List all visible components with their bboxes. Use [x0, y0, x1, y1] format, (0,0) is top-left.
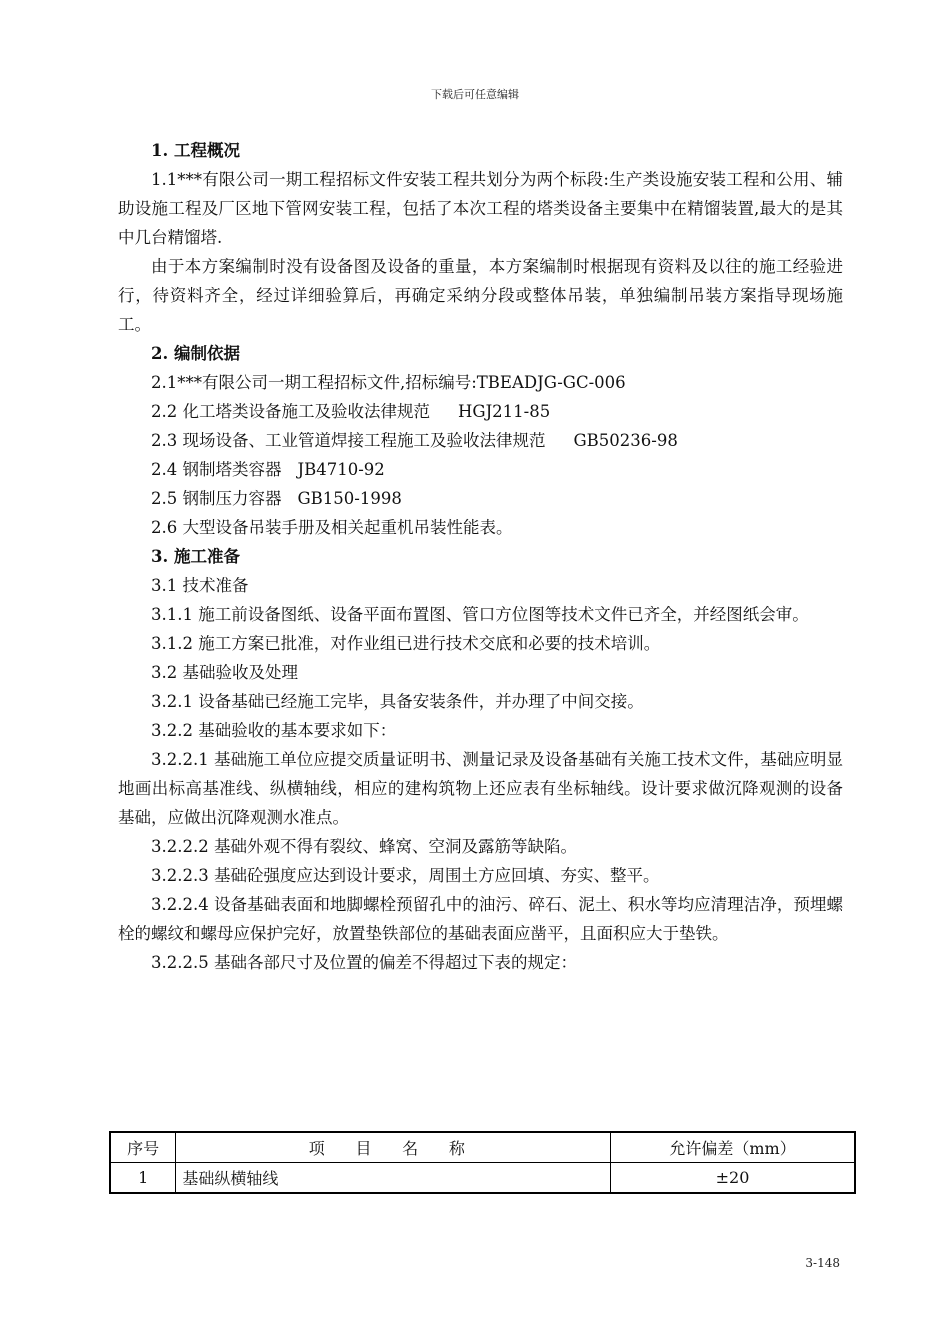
standard-code: HGJ211-85 — [458, 402, 551, 421]
section-3-1-1: 3.1.1 施工前设备图纸、设备平面布置图、管口方位图等技术文件已齐全，并经图纸会审。 — [151, 605, 809, 624]
section-3-2-2-2: 3.2.2.2 基础外观不得有裂纹、蜂窝、空洞及露筋等缺陷。 — [151, 837, 577, 856]
section-3-1: 3.1 技术准备 — [151, 576, 249, 595]
section-3-2-2: 3.2.2 基础验收的基本要求如下： — [151, 721, 397, 740]
cell-allowed-deviation: ±20 — [611, 1163, 855, 1194]
section-2-title: 2. 编制依据 — [151, 344, 240, 363]
table-row — [110, 1163, 855, 1194]
section-2-item-1: 2.1***有限公司一期工程招标文件,招标编号:TBEADJG-GC-006 — [151, 373, 626, 392]
page-number: 3-148 — [805, 1256, 840, 1270]
standard-code: GB50236-98 — [573, 431, 678, 450]
section-2-item-4 — [118, 455, 843, 484]
item-text: 2.5 钢制压力容器 — [151, 489, 282, 508]
header-item-name: 项 目 名 称 — [176, 1132, 611, 1163]
header-allowed-deviation: 允许偏差（mm） — [611, 1132, 855, 1163]
section-3-2-2-1: 3.2.2.1 基础施工单位应提交质量证明书、测量记录及设备基础有关施工技术文件，基础应明显地画出标高基准线、纵横轴线，相应的建构筑物上还应表有坐标轴线。设计要求做沉降观测的设备基础，应做出沉降观测水准点。 — [118, 750, 843, 827]
item-text: 2.3 现场设备、工业管道焊接工程施工及验收法律规范 — [151, 431, 546, 450]
standard-code: GB150-1998 — [297, 489, 402, 508]
item-text: 2.4 钢制塔类容器 — [151, 460, 282, 479]
section-2-item-3 — [118, 426, 843, 455]
section-1-paragraph-1: 1.1***有限公司一期工程招标文件安装工程共划分为两个标段:生产类设施安装工程和公用、辅助设施工程及厂区地下管网安装工程，包括了本次工程的塔类设备主要集中在精馏装置,最大的是其中几台精馏塔. — [118, 170, 843, 247]
section-2-item-2 — [118, 397, 843, 426]
section-3-2-1: 3.2.1 设备基础已经施工完毕，具备安装条件，并办理了中间交接。 — [151, 692, 644, 711]
section-3-2-2-5: 3.2.2.5 基础各部尺寸及位置的偏差不得超过下表的规定： — [151, 953, 577, 972]
deviation-table — [109, 1131, 856, 1194]
section-3-title: 3. 施工准备 — [151, 547, 240, 566]
table-header-row — [110, 1132, 855, 1163]
header-serial-number: 序号 — [110, 1132, 176, 1163]
section-3-2-2-4: 3.2.2.4 设备基础表面和地脚螺栓预留孔中的油污、碎石、泥土、积水等均应清理洁净，预埋螺栓的螺纹和螺母应保护完好，放置垫铁部位的基础表面应凿平，且面积应大于垫铁。 — [118, 895, 843, 943]
section-3-2-2-3: 3.2.2.3 基础砼强度应达到设计要求，周围土方应回填、夯实、整平。 — [151, 866, 660, 885]
item-text: 2.2 化工塔类设备施工及验收法律规范 — [151, 402, 430, 421]
section-2-item-6: 2.6 大型设备吊装手册及相关起重机吊装性能表。 — [151, 518, 513, 537]
cell-serial-number: 1 — [110, 1163, 176, 1194]
section-3-1-2: 3.1.2 施工方案已批准，对作业组已进行技术交底和必要的技术培训。 — [151, 634, 661, 653]
section-1-paragraph-2: 由于本方案编制时没有设备图及设备的重量，本方案编制时根据现有资料及以往的施工经验进行，待资料齐全，经过详细验算后，再确定采纳分段或整体吊装，单独编制吊装方案指导现场施工。 — [118, 257, 843, 334]
cell-item-name: 基础纵横轴线 — [176, 1163, 611, 1194]
section-3-2: 3.2 基础验收及处理 — [151, 663, 298, 682]
standard-code: JB4710-92 — [297, 460, 385, 479]
page-header: 下载后可任意编辑 — [431, 88, 519, 101]
section-1-title: 1. 工程概况 — [151, 141, 240, 160]
section-2-item-5 — [118, 484, 843, 513]
document-body — [118, 136, 843, 977]
